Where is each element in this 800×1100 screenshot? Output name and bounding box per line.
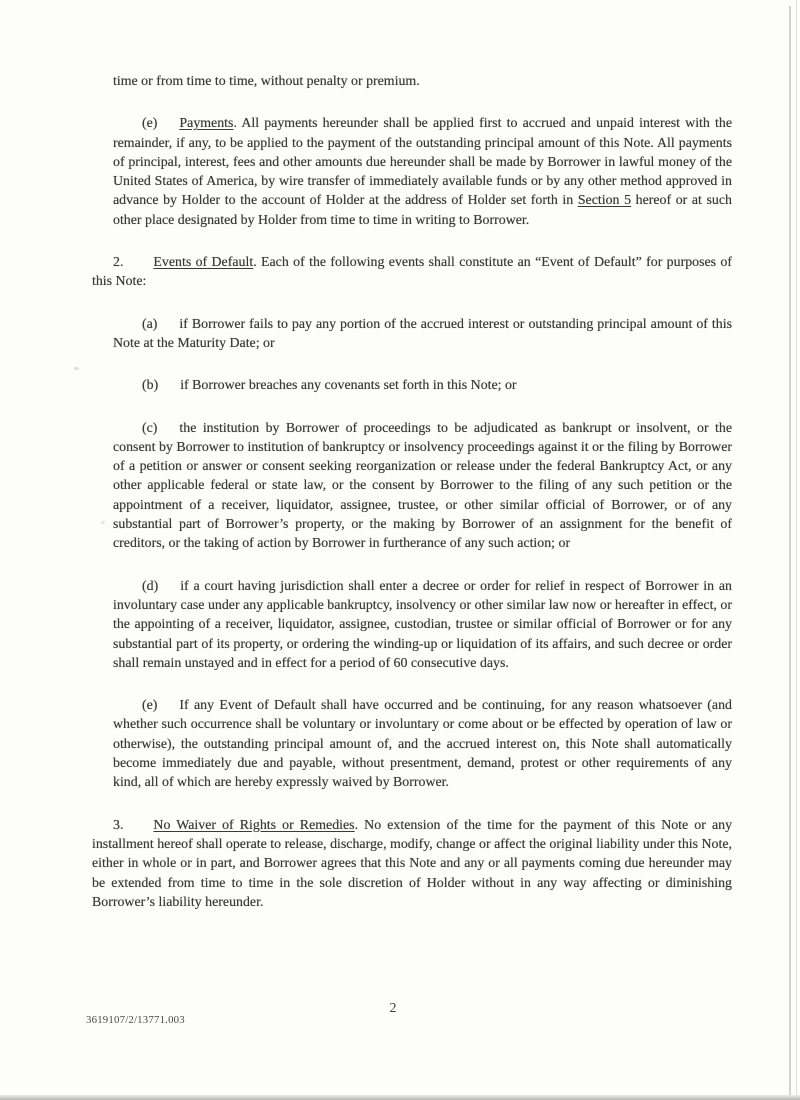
paragraph-label: (a) <box>142 316 158 332</box>
paragraph-text: if a court having jurisdiction shall enter a decree or order for relief in respect of Borrower in an involuntary case under any applicable bankruptcy, insolvency or other similar law now or hereafter in effect, or the appointing of a receiver, liquidator, assignee, custodian, trustee or similar official of Borrower or for any substantial part of its property, or ordering the winding-up or liquidation of its affairs, and such decree or order shall remain unstayed and in effect for a period of 60 consecutive days. <box>113 578 732 671</box>
paragraph-text: the institution by Borrower of proceedings to be adjudicated as bankrupt or insolvent, or the consent by Borrower to institution of bankruptcy or insolvency proceedings against it or the filing by Borrower of a petition or answer or consent seeking reorganization or release under the federal Bankruptcy Act, or any other applicable federal or state law, or the consent by Borrower to the filing of any such petition or the appointment of a receiver, liquidator, assignee, trustee, or other similar official of Borrower, or of any substantial part of Borrower’s property, or the making by Borrower of an assignment for the benefit of creditors, or the taking of action by Borrower in furtherance of any such action; or <box>113 420 732 552</box>
section-3-no-waiver <box>92 816 732 912</box>
paragraph-payments <box>113 114 732 230</box>
paragraph-text: . No extension of the time for the payment of this Note or any installment hereof shall operate to release, discharge, modify, change or affect the original liability under this Note, either in whole or in part, and Borrower agrees that this Note and any or all payments coming due hereunder may be extended from time to time in the sole discretion of Holder without in any way affecting or diminishing Borrower’s liability hereunder. <box>92 817 733 910</box>
paragraph-event-b <box>113 376 732 395</box>
section-5-reference: Section 5 <box>577 193 632 209</box>
section-heading: Events of Default <box>153 255 254 271</box>
section-2-events-of-default <box>92 253 732 292</box>
paragraph-text: time or from time to time, without penalty or premium. <box>113 74 420 89</box>
paragraph-heading: Payments <box>179 116 234 132</box>
paragraph-event-e <box>113 696 732 792</box>
paragraph-label: (c) <box>142 420 158 436</box>
paragraph-text: if Borrower breaches any covenants set forth in this Note; or <box>180 378 517 394</box>
paragraph-text: hereof or at such other place designated by Holder from time to time in writing to Borrower. <box>113 193 732 228</box>
paragraph-text: . Each of the following events shall constitute an “Event of Default” for purposes of this Note: <box>92 255 732 290</box>
section-heading: No Waiver of Rights or Remedies <box>153 817 355 833</box>
scan-edge-right <box>789 6 791 1100</box>
section-number: 2. <box>113 255 124 271</box>
paragraph-text: If any Event of Default shall have occurred and be continuing, for any reason whatsoever (and whether such occurrence shall be voluntary or involuntary or come about or be effected by operation of law or otherwise), the outstanding principal amount of, and the accrued interest on, this Note shall automatically become immediately due and payable, without presentment, demand, protest or other requirements of any kind, all of which are hereby expressly waived by Borrower. <box>113 698 732 791</box>
continuation-paragraph <box>113 72 732 91</box>
paragraph-text: . All payments hereunder shall be applied first to accrued and unpaid interest with the remainder, if any, to be applied to the payment of the outstanding principal amount of this Note. All payments of principal, interest, fees and other amounts due hereunder shall be made by Borrower in lawful money of the United States of America, by wire transfer of immediately available funds or by any other method approved in advance by Holder to the account of Holder at the address of Holder set forth in <box>113 116 732 209</box>
section-number: 3. <box>113 817 124 833</box>
scan-edge-right-outer <box>796 0 797 1100</box>
scan-edge-bottom <box>0 1095 800 1100</box>
paragraph-label: (e) <box>142 698 158 714</box>
scan-speck <box>74 367 79 370</box>
paragraph-text: if Borrower fails to pay any portion of the accrued interest or outstanding principal amount of this Note at the Maturity Date; or <box>113 316 732 351</box>
paragraph-label: (e) <box>142 116 158 132</box>
document-text-column <box>92 0 732 935</box>
paragraph-event-d <box>113 577 732 673</box>
paragraph-event-a <box>113 315 732 354</box>
paragraph-event-c <box>113 419 732 554</box>
document-reference-number: 3619107/2/13771.003 <box>86 1014 185 1026</box>
paragraph-label: (b) <box>142 378 159 394</box>
scan-speck <box>101 521 105 524</box>
page-number: 2 <box>389 1001 397 1016</box>
paragraph-label: (d) <box>142 578 159 594</box>
